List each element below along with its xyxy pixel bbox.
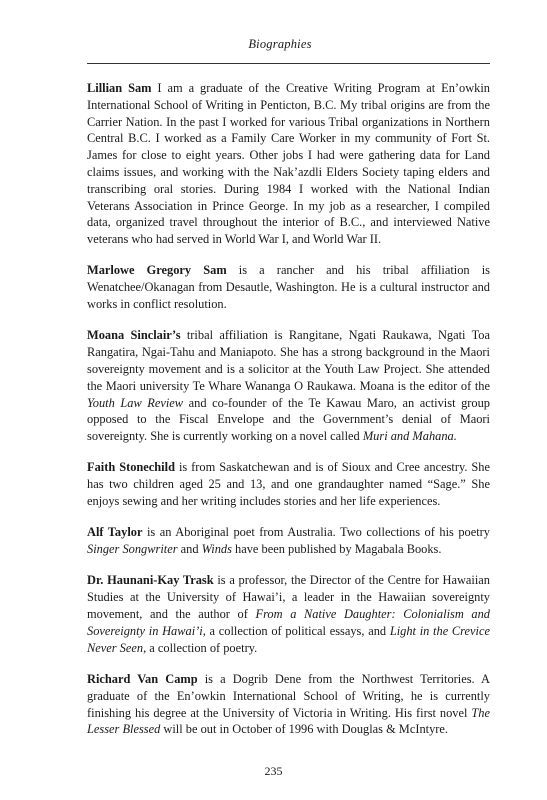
biography-text: have been published by Magabala Books. <box>231 542 442 557</box>
author-name: Lillian Sam <box>87 81 152 95</box>
work-title: Singer Songwriter <box>87 542 178 557</box>
biography-list <box>87 80 490 753</box>
author-name: Marlowe Gregory Sam <box>87 263 227 278</box>
author-name: Faith Stonechild <box>87 460 175 475</box>
biography-text: and co-founder of the Te Kawau Maro, an activist group opposed to the Fiscal Envelope and the Government’s denial of Maori sovereignty. She is currently working on a novel called <box>87 395 490 444</box>
work-title: Winds <box>201 542 232 557</box>
work-title: Youth Law Review <box>87 395 184 410</box>
running-head: Biographies <box>248 37 312 51</box>
work-title: Muri and Mahana. <box>362 429 457 444</box>
biography-text: I am a graduate of the Creative Writing Program at En’owkin International School of Writing in Penticton, B.C. My tribal origins are from the Carrier Nation. In the past I worked for various Tribal organizations in Northern Central B.C. I worked as a Family Care Worker in my community of Fort St. James for close to eight years. Other jobs I had were gathering data for Land claims issues, and working with the Nak’azdli Elders Society taping elders and transcribing oral stories. During 1984 I worked with the National Indian Veterans Association in Prince George. In my job as a researcher, I compiled data, organized travel throughout the interior of B.C., and interviewed Native veterans who had served in World War I, and World War II. <box>87 81 490 247</box>
biography-text: tribal affiliation is Rangitane, Ngati Raukawa, Ngati Toa Rangatira, Ngai-Tahu and Maniapoto. She has a strong background in the Maori sovereignty movement and is a solicitor at the Youth Law Project. She attended the Maori university Te Whare Wananga O Raukawa. Moana is the editor of the <box>87 328 490 393</box>
author-name: Richard Van Camp <box>87 671 198 686</box>
biography-text: and <box>177 542 202 557</box>
biography-text: , a collection of poetry. <box>143 640 258 655</box>
biography-paragraph <box>87 524 490 558</box>
biography-text: is a professor, the Director of the Centre for Hawaiian Studies at the University of Hawai’i, a leader in the Hawaiian sovereignty movement, and the author of <box>87 573 491 622</box>
author-name: Alf Taylor <box>87 525 143 540</box>
work-title: Light in the Crevice Never Seen <box>87 623 490 655</box>
biography-text: , a collection of political essays, and <box>202 623 390 638</box>
biography-paragraph <box>87 671 490 738</box>
biography-paragraph <box>87 80 490 248</box>
author-name: Dr. Haunani-Kay Trask <box>87 573 214 588</box>
biography-paragraph <box>87 459 490 509</box>
header-rule <box>87 63 490 64</box>
biography-text: is a Dogrib Dene from the Northwest Territories. A graduate of the En’owkin International School of Writing, he is currently finishing his degree at the University of Victoria in Writing. His first novel <box>87 671 491 720</box>
biography-paragraph <box>87 572 490 656</box>
work-title: From a Native Daughter: Colonialism and Sovereignty in Hawai’i <box>87 607 490 638</box>
work-title: The Lesser Blessed <box>87 705 490 737</box>
biography-text: will be out in October of 1996 with Douglas & McIntyre. <box>160 722 449 737</box>
biography-text: is a rancher and his tribal affiliation is Wenatchee/Okanagan from Desautle, Washington. He is a cultural instructor and works in conflict resolution. <box>87 263 490 312</box>
biography-text: is an Aboriginal poet from Australia. Two collections of his poetry <box>142 525 490 540</box>
page-number: 235 <box>264 764 283 778</box>
biography-paragraph <box>87 327 490 445</box>
biography-paragraph <box>87 262 490 312</box>
author-name: Moana Sinclair’s <box>87 328 181 343</box>
biography-text: is from Saskatchewan and is of Sioux and Cree ancestry. She has two children aged 25 and 13, and one grandaughter named “Sage.” She enjoys sewing and her writing includes stories and her life experiences. <box>87 460 490 509</box>
